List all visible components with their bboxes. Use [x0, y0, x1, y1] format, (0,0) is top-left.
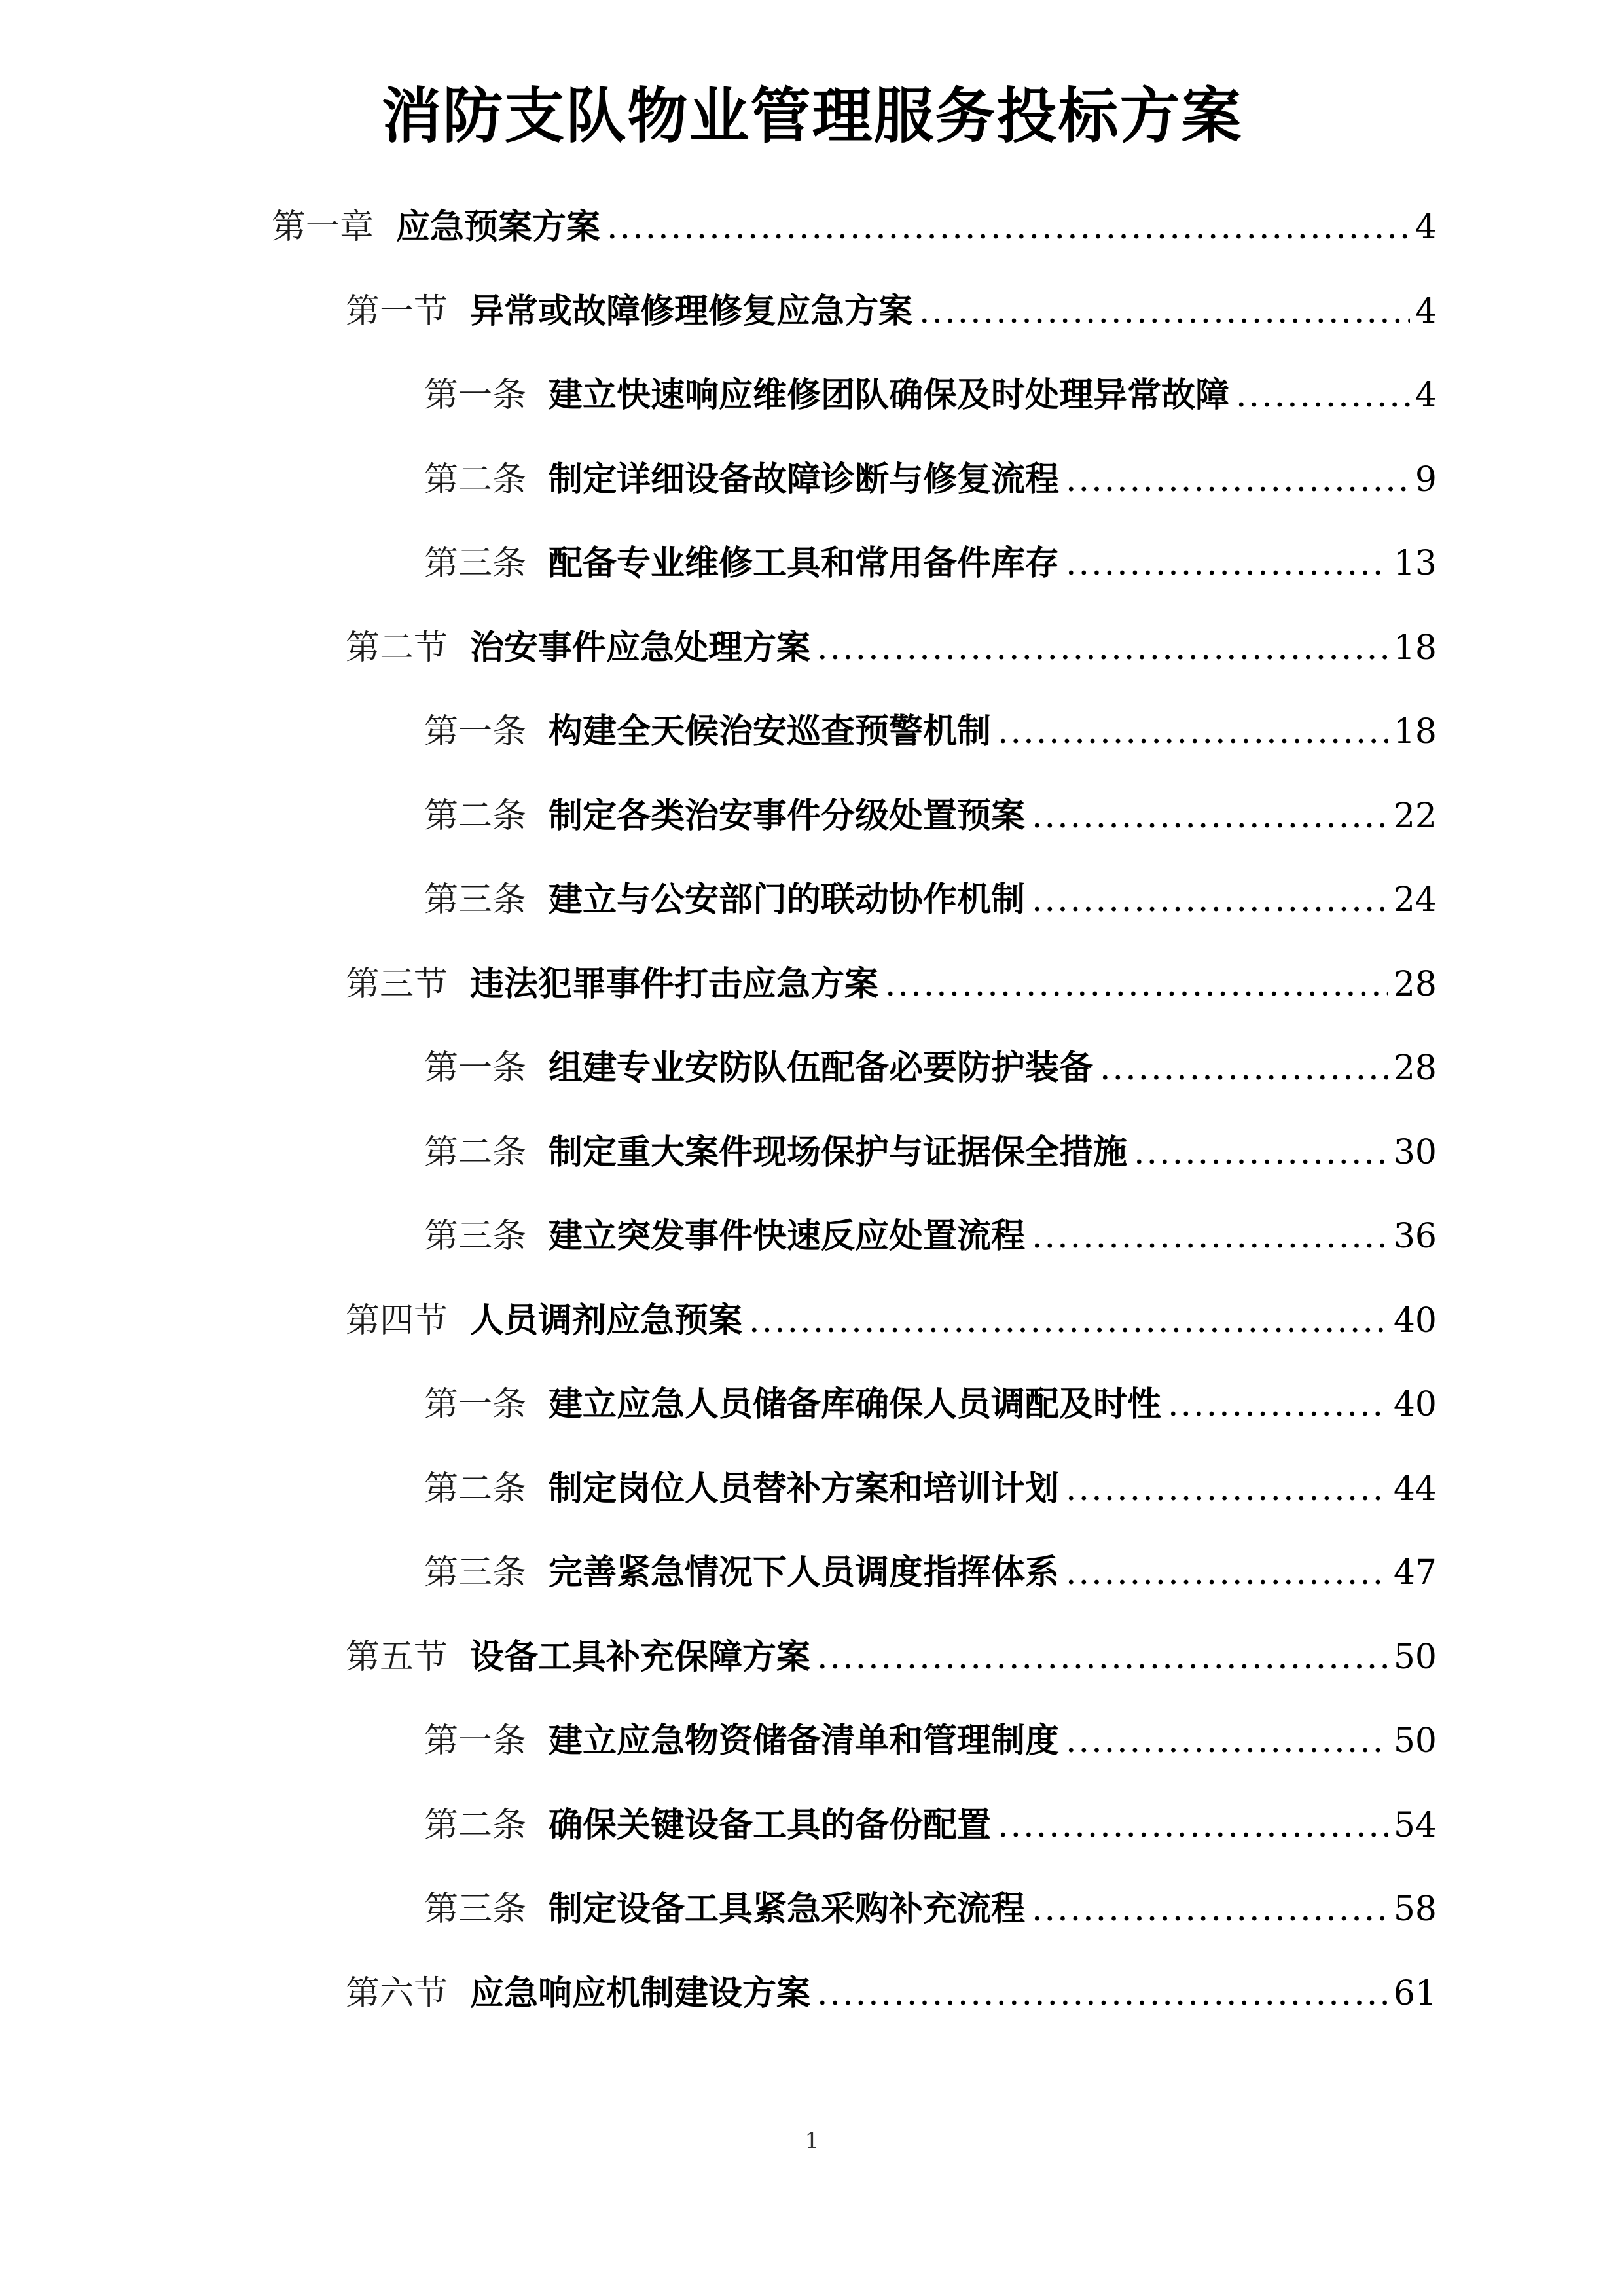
toc-entry-number: 第一条	[424, 1385, 527, 1424]
toc-dot-leader	[998, 1796, 1388, 1855]
toc-entry-title: 构建全天候治安巡查预警机制	[549, 711, 992, 751]
toc-entry	[424, 1712, 1437, 1770]
toc-entry-number: 第二条	[424, 1806, 527, 1845]
toc-entry	[346, 1291, 1437, 1350]
toc-entry	[346, 1964, 1437, 2023]
toc-entry-number: 第一条	[424, 712, 527, 751]
toc-entry-title: 制定各类治安事件分级处置预案	[549, 796, 1026, 836]
toc-entry-title: 制定设备工具紧急采购补充流程	[549, 1889, 1026, 1929]
toc-entry	[424, 1543, 1437, 1602]
toc-entry-title: 完善紧急情况下人员调度指挥体系	[549, 1552, 1060, 1592]
toc-dot-leader	[1134, 1123, 1388, 1182]
toc-entry-number: 第二条	[424, 1469, 527, 1509]
toc-entry-page: 30	[1393, 1133, 1437, 1172]
toc-entry-page: 18	[1393, 712, 1437, 751]
toc-entry	[346, 1628, 1437, 1687]
toc-dot-leader	[749, 1291, 1388, 1350]
toc-entry-title: 制定重大案件现场保护与证据保全措施	[549, 1132, 1128, 1172]
toc-entry-number: 第一条	[424, 376, 527, 415]
toc-entry-number: 第二条	[424, 460, 527, 499]
toc-dot-leader	[817, 619, 1388, 677]
toc-entry-page: 4	[1415, 376, 1437, 415]
document-title: 消防支队物业管理服务投标方案	[381, 81, 1243, 151]
toc-entry-number: 第三条	[424, 880, 527, 920]
toc-entry-page: 4	[1415, 207, 1437, 247]
toc-entry-title: 建立应急物资储备清单和管理制度	[549, 1721, 1060, 1761]
toc-entry-number: 第一条	[424, 1721, 527, 1761]
toc-entry-title: 治安事件应急处理方案	[470, 628, 811, 668]
toc-dot-leader	[1066, 1712, 1388, 1770]
toc-entry-title: 应急预案方案	[396, 207, 601, 247]
toc-entry-number: 第三节	[346, 965, 448, 1004]
toc-entry-title: 人员调剂应急预案	[470, 1300, 743, 1340]
toc-entry-page: 24	[1393, 880, 1437, 920]
toc-entry	[424, 534, 1437, 593]
toc-entry-title: 制定详细设备故障诊断与修复流程	[549, 459, 1060, 499]
toc-entry-page: 13	[1393, 544, 1437, 583]
toc-entry-page: 58	[1393, 1890, 1437, 1929]
toc-entry-title: 应急响应机制建设方案	[470, 1973, 811, 2013]
toc-dot-leader	[607, 198, 1410, 257]
toc-dot-leader	[817, 1964, 1388, 2023]
toc-dot-leader	[1032, 787, 1388, 846]
toc-entry-number: 第一章	[272, 207, 374, 247]
toc-dot-leader	[1032, 870, 1388, 929]
toc-entry-page: 50	[1393, 1638, 1437, 1677]
toc-entry	[272, 198, 1437, 257]
toc-entry	[424, 702, 1437, 761]
toc-entry-title: 异常或故障修理修复应急方案	[470, 291, 913, 331]
toc-entry-number: 第三条	[424, 1553, 527, 1592]
toc-dot-leader	[919, 282, 1410, 341]
toc-entry-page: 9	[1415, 460, 1437, 499]
toc-entry	[346, 282, 1437, 341]
toc-entry-title: 违法犯罪事件打击应急方案	[470, 964, 879, 1004]
toc-entry-page: 40	[1393, 1385, 1437, 1424]
toc-entry-page: 54	[1393, 1806, 1437, 1845]
toc-entry	[346, 955, 1437, 1014]
toc-dot-leader	[1032, 1207, 1388, 1266]
toc-entry-number: 第一节	[346, 292, 448, 331]
toc-dot-leader	[885, 955, 1388, 1014]
toc-dot-leader	[1066, 450, 1410, 509]
toc-entry	[424, 870, 1437, 929]
toc-entry	[424, 366, 1437, 425]
toc-dot-leader	[1100, 1039, 1388, 1098]
toc-entry-title: 组建专业安防队伍配备必要防护装备	[549, 1048, 1094, 1088]
toc-entry-title: 制定岗位人员替补方案和培训计划	[549, 1469, 1060, 1509]
toc-entry-page: 40	[1393, 1301, 1437, 1340]
toc-entry	[424, 787, 1437, 846]
toc-entry-title: 配备专业维修工具和常用备件库存	[549, 543, 1060, 583]
toc-entry-page: 50	[1393, 1721, 1437, 1761]
toc-dot-leader	[1168, 1375, 1388, 1434]
toc-dot-leader	[998, 702, 1388, 761]
toc-entry-number: 第三条	[424, 1890, 527, 1929]
toc-dot-leader	[1236, 366, 1410, 425]
toc-entry-number: 第一条	[424, 1049, 527, 1088]
toc-entry	[346, 619, 1437, 677]
toc-entry	[424, 1796, 1437, 1855]
toc-entry-title: 建立快速响应维修团队确保及时处理异常故障	[549, 375, 1230, 415]
toc-dot-leader	[817, 1628, 1388, 1687]
toc-entry-title: 建立应急人员储备库确保人员调配及时性	[549, 1384, 1162, 1424]
toc-entry	[424, 1039, 1437, 1098]
toc-entry-number: 第四节	[346, 1301, 448, 1340]
toc-entry-number: 第六节	[346, 1974, 448, 2013]
toc-dot-leader	[1066, 534, 1388, 593]
toc-entry	[424, 1460, 1437, 1518]
toc-entry-number: 第二条	[424, 797, 527, 836]
toc-entry	[424, 450, 1437, 509]
toc-entry-number: 第三条	[424, 1217, 527, 1256]
toc-entry-number: 第五节	[346, 1638, 448, 1677]
toc-entry-title: 设备工具补充保障方案	[470, 1637, 811, 1677]
toc-entry-page: 28	[1393, 1049, 1437, 1088]
toc-entry	[424, 1375, 1437, 1434]
toc-entry-page: 22	[1393, 797, 1437, 836]
toc-dot-leader	[1066, 1543, 1388, 1602]
toc-entry-page: 44	[1393, 1469, 1437, 1509]
toc-entry-page: 36	[1393, 1217, 1437, 1256]
toc-dot-leader	[1066, 1460, 1388, 1518]
toc-entry-number: 第二条	[424, 1133, 527, 1172]
toc-entry	[424, 1123, 1437, 1182]
toc-entry-title: 建立突发事件快速反应处置流程	[549, 1216, 1026, 1256]
toc-entry	[424, 1207, 1437, 1266]
toc-entry-title: 建立与公安部门的联动协作机制	[549, 880, 1026, 920]
toc-entry	[424, 1880, 1437, 1939]
page-number: 1	[804, 2128, 820, 2154]
toc-dot-leader	[1032, 1880, 1388, 1939]
toc-entry-page: 47	[1393, 1553, 1437, 1592]
toc-entry-title: 确保关键设备工具的备份配置	[549, 1805, 992, 1845]
toc-entry-page: 4	[1415, 292, 1437, 331]
toc-entry-page: 18	[1393, 628, 1437, 668]
toc-entry-number: 第二节	[346, 628, 448, 668]
toc-entry-page: 28	[1393, 965, 1437, 1004]
toc-entry-number: 第三条	[424, 544, 527, 583]
toc-entry-page: 61	[1393, 1974, 1437, 2013]
